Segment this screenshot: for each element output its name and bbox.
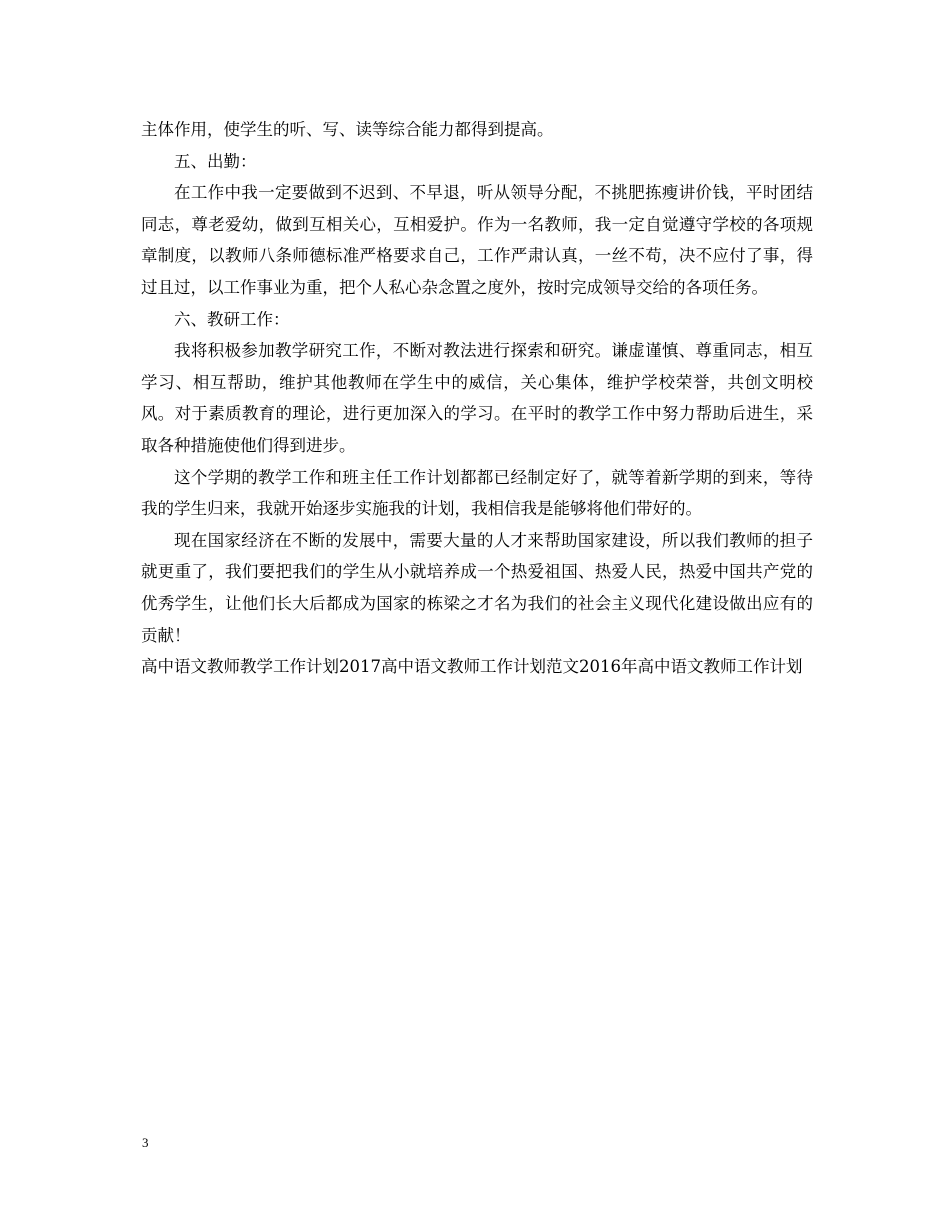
page-number: 3: [142, 1135, 149, 1150]
section-heading-attendance: 五、出勤：: [174, 151, 257, 171]
paragraph-attendance: 在工作中我一定要做到不迟到、不早退，听从领导分配，不挑肥拣瘦讲价钱，平时团结同志，尊老爱幼，做到互相关心，互相爱护。作为一名教师，我一定自觉遵守学校的各项规章制度，以教师八条师德标准严格要求自己，工作严肃认真，一丝不苟，决不应付了事，得过且过，以工作事业为重，把个人私心杂念置之度外，按时完成领导交给的各项任务。: [141, 183, 813, 297]
document-body: [141, 114, 813, 683]
section-heading-teaching-research: 六、教研工作：: [174, 309, 290, 329]
related-titles: 高中语文教师教学工作计划2017高中语文教师工作计划范文2016年高中语文教师工作计划: [141, 657, 803, 677]
paragraph-national-development: 现在国家经济在不断的发展中，需要大量的人才来帮助国家建设，所以我们教师的担子就更重了，我们要把我们的学生从小就培养成一个热爱祖国、热爱人民，热爱中国共产党的优秀学生，让他们长大后都成为国家的栋梁之才名为我们的社会主义现代化建设做出应有的贡献！: [141, 530, 813, 645]
paragraph-continuation: 主体作用，使学生的听、写、读等综合能力都得到提高。: [141, 120, 554, 139]
paragraph-teaching-research: 我将积极参加教学研究工作，不断对教法进行探索和研究。谦虚谨慎、尊重同志，相互学习、相互帮助，维护其他教师在学生中的威信，关心集体，维护学校荣誉，共创文明校风。对于素质教育的理论，进行更加深入的学习。在平时的教学工作中努力帮助后进生，采取各种措施使他们得到进步。: [141, 341, 813, 455]
paragraph-semester-plan: 这个学期的教学工作和班主任工作计划都都已经制定好了，就等着新学期的到来，等待我的学生归来，我就开始逐步实施我的计划，我相信我是能够将他们带好的。: [141, 467, 813, 519]
